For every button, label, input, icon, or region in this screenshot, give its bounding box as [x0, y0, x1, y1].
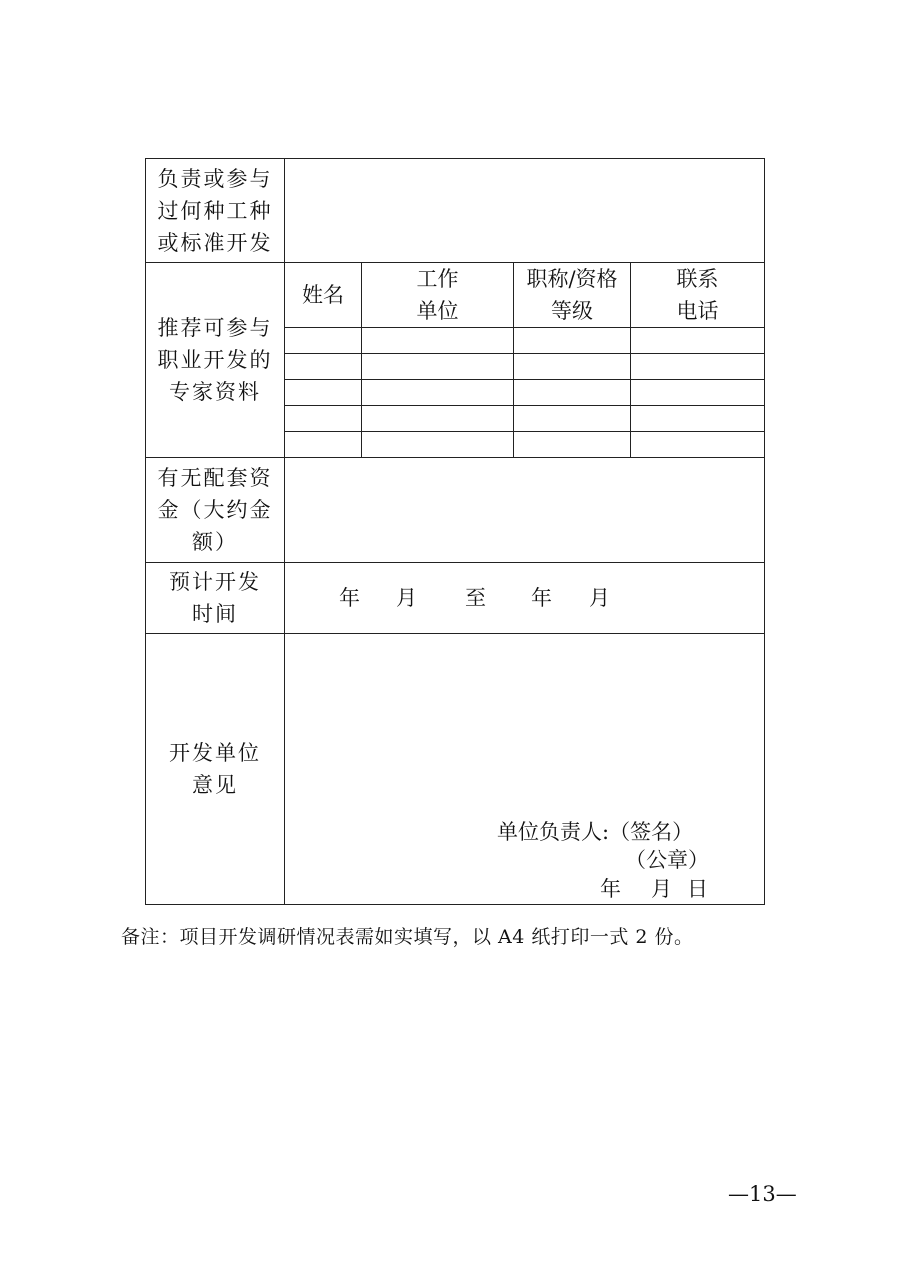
funding-label-line-2: 金（大约金	[157, 498, 273, 522]
period-start-year: 年	[339, 586, 360, 610]
expert-name-cell[interactable]	[285, 354, 362, 380]
expert-phone-cell[interactable]	[631, 354, 765, 380]
expert-title-cell[interactable]	[514, 380, 631, 406]
experts-label-line-3: 专家资料	[169, 380, 261, 404]
opinion-label-line-2: 意见	[192, 773, 238, 797]
period-end-year: 年	[531, 586, 552, 610]
expert-title-cell[interactable]	[514, 328, 631, 354]
period-to: 至	[465, 586, 486, 610]
experts-header-phone	[631, 263, 765, 328]
opinion-row	[146, 634, 765, 905]
expert-workplace-cell[interactable]	[362, 328, 514, 354]
expert-name-cell[interactable]	[285, 432, 362, 458]
header-phone-line-1: 联系	[676, 267, 719, 291]
funding-label	[146, 458, 285, 563]
expert-title-cell[interactable]	[514, 432, 631, 458]
funding-field[interactable]	[285, 458, 765, 563]
responsible-field[interactable]	[285, 159, 765, 263]
header-phone-line-2: 电话	[676, 299, 719, 323]
period-end-month: 月	[589, 586, 610, 610]
expert-phone-cell[interactable]	[631, 432, 765, 458]
signature-responsible: 单位负责人:（签名）	[497, 820, 694, 844]
expert-workplace-cell[interactable]	[362, 432, 514, 458]
page-number: —13—	[728, 1182, 797, 1206]
experts-header-row	[146, 263, 765, 328]
expert-workplace-cell[interactable]	[362, 354, 514, 380]
experts-label-line-2: 职业开发的	[157, 348, 273, 372]
period-label-line-2: 时间	[192, 602, 238, 626]
period-label-line-1: 预计开发	[169, 570, 261, 594]
experts-header-title	[514, 263, 631, 328]
funding-label-line-1: 有无配套资	[157, 466, 273, 490]
expert-phone-cell[interactable]	[631, 380, 765, 406]
signature-date-month: 月	[651, 877, 672, 901]
responsible-label	[146, 159, 285, 263]
experts-label-line-1: 推荐可参与	[157, 316, 273, 340]
expert-workplace-cell[interactable]	[362, 380, 514, 406]
experts-header-workplace	[362, 263, 514, 328]
opinion-field[interactable]	[285, 634, 765, 905]
expert-title-cell[interactable]	[514, 354, 631, 380]
expert-title-cell[interactable]	[514, 406, 631, 432]
expert-workplace-cell[interactable]	[362, 406, 514, 432]
experts-label	[146, 263, 285, 458]
survey-form-table	[145, 158, 765, 905]
period-row	[146, 563, 765, 634]
expert-name-cell[interactable]	[285, 406, 362, 432]
expert-phone-cell[interactable]	[631, 328, 765, 354]
funding-label-line-3: 额）	[192, 530, 238, 554]
period-field[interactable]	[285, 563, 765, 634]
period-start-month: 月	[396, 586, 417, 610]
experts-header-name	[285, 263, 362, 328]
signature-date-day: 日	[687, 877, 708, 901]
signature-date-year: 年	[600, 877, 621, 901]
funding-row	[146, 458, 765, 563]
header-title-line-1: 职称/资格	[526, 267, 618, 291]
header-name-text: 姓名	[302, 283, 344, 307]
responsible-label-line-2: 过何种工种	[157, 198, 273, 223]
header-workplace-line-1: 工作	[416, 267, 459, 291]
header-workplace-line-2: 单位	[416, 299, 459, 323]
expert-name-cell[interactable]	[285, 380, 362, 406]
responsible-label-line-1: 负责或参与	[157, 166, 273, 191]
responsible-label-line-3: 或标准开发	[157, 230, 273, 255]
expert-name-cell[interactable]	[285, 328, 362, 354]
responsible-row	[146, 159, 765, 263]
header-title-line-2: 等级	[551, 299, 593, 323]
period-label	[146, 563, 285, 634]
form-note: 备注：项目开发调研情况表需如实填写，以 A4 纸打印一式 2 份。	[121, 926, 694, 948]
opinion-label-line-1: 开发单位	[169, 741, 261, 765]
opinion-label	[146, 634, 285, 905]
signature-seal: （公章）	[625, 848, 709, 872]
expert-phone-cell[interactable]	[631, 406, 765, 432]
